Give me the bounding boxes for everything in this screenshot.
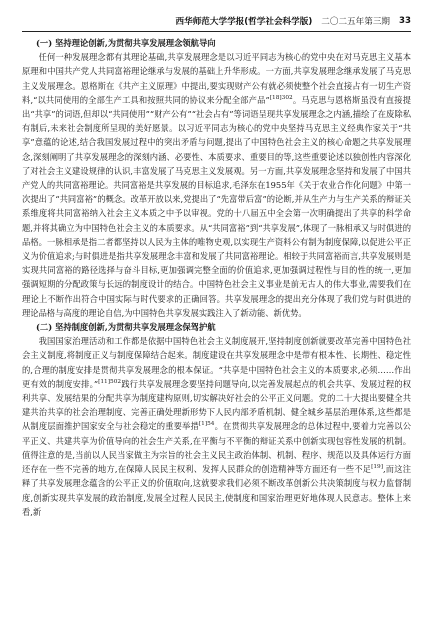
- issue-label: 二〇二五年第三期: [321, 17, 391, 27]
- paragraph-1: [22, 50, 411, 320]
- text-run: 任何一种发展理念都有其理论基础,共享发展理念是以习近平同志为核心的党中央在对马克思主义基本原理和中国共产党人共同富裕理论继承与发展的基础上升华形成。一方面,共享发展理念继承发展了马克思主义发展理念。恩格斯在《共产主义原理》中提出,要实现财产公有就必须使整个社会直接占有一切生产资料,“以共同使用的全部生产工具和按照共同的协议来分配全部产品”: [22, 52, 411, 105]
- journal-title: 西华师范大学学报(哲学社会科学版): [175, 17, 313, 27]
- text-run: 。马克思与恩格斯虽没有直接提出“共享”的词语,但却以“共同使用”“财产公有”“社会占有”等词语呈现共享发展理念之内涵,描绘了在废除私有制后,未来社会制度所呈现的美好愿景。以习近平同志为核心的党中央坚持马克思主义经典作家关于“共享”意蕴的论述,结合我国发展过程中的突出矛盾与问题,提出了中国特色社会主义的核心命题之共享发展理念,深刻阐明了共享发展理念的深刻内涵、必要性、本质要求、重要目的等,这些重要论述以独创性内容深化了对社会主义建设规律的认识,丰富发展了马克思主义发展观。另一方面,共享发展理念坚持和发展了中国共产党人的共同富裕理论。共同富裕是共享发展的目标追求,毛泽东在1955年《关于农业合作化问题》中第一次提出了“共同富裕”的概念。改革开放以来,党提出了“先富带后富”的论断,并从生产力与生产关系的辩证关系维度将共同富裕纳入社会主义本质之中予以审视。党的十八届五中全会第一次明确提出了共享的科学命题,并将其确立为中国特色社会主义的本质要求。从“共同富裕”到“共享发展”,体现了一脉相承又与时俱进的品格。一脉相承是指二者都坚持以人民为主体的唯物史观,以实现生产资料公有制为制度保障,以促进公平正义为价值追求;与时俱进是指共享发展理念丰富和发展了共同富裕理论。相较于共同富裕而言,共享发展则是实现共同富裕的路径选择与奋斗目标,更加强调完整全面的价值追求,更加强调过程性与目的性的统一,更加强调短期的分配政策与长远的制度设计的结合。中国特色社会主义事业是前无古人的伟大事业,需要我们在理论上不断作出符合中国实际与时代要求的正确回答。共享发展理念的提出充分体现了我们党与时俱进的理论品格与高度的理论自信,为中国特色共享发展实践注入了新动能、新优势。: [22, 94, 411, 318]
- citation-marker: [18]302: [269, 95, 293, 102]
- article-body: [22, 36, 411, 621]
- citation-marker: [19]: [371, 464, 384, 471]
- citation-marker: [11]502: [98, 379, 122, 386]
- text-run: ,而这注释了共享发展理念蕴含的公平正义的价值取向,这就要求我们必须不断改革创新公共决策制度与权力监督制度,创新实现共享发展的政治制度,发展全过程人民民主,使制度和国家治理更好地体现人民意志。整体上来看,新: [22, 464, 411, 517]
- text-run: 我国国家治理活动和工作都是依据中国特色社会主义制度展开,坚持制度创新就要改革完善中国特色社会主义制度,将制度正义与制度保障结合起来。制度建设在共享发展理念中是带有根本性、长期性、稳定性的,合理的制度安排是贯彻共享发展理念的根本保证。“共享是中国特色社会主义的本质要求,必须……作出更有效的制度安排。”: [22, 336, 411, 389]
- paragraph-2: [22, 334, 411, 519]
- section-heading-2: (二) 坚持制度创新,为贯彻共享发展理念保驾护航: [36, 322, 216, 333]
- citation-marker: [1]54: [198, 421, 215, 428]
- text-run: 。在贯彻共享发展理念的总体过程中,要着力完善以公平正义、共建共享为价值导向的社会生产关系,在平衡与不平衡的辩证关系中创新实现包容性发展的机制。值得注意的是,当前以人民当家做主为宗旨的社会主义民主政治体制、机制、程序、规范以及具体运行方面还存在一些不完善的地方,在保障人民民主权利、发挥人民群众的创造精神等方面还有一些不足: [22, 421, 411, 475]
- running-header: [22, 13, 411, 29]
- section-heading-1: (一) 坚持理论创新,为贯彻共享发展理念领航导向: [36, 38, 216, 48]
- header-rule: [22, 31, 411, 32]
- page-number: 33: [399, 16, 411, 26]
- text-run: 践行共享发展理念要坚持问题导向,以完善发展起点的机会共享、发展过程的权利共享、发展结果的分配共享为制度建构原则,切实解决好社会的公平正义问题。党的二十大提出要健全共建共治共享的社会治理制度、完善正确处理新形势下人民内部矛盾机制、健全城乡基层治理体系,这些都是从制度层面推护国家安全与社会稳定的重要举措: [22, 378, 411, 432]
